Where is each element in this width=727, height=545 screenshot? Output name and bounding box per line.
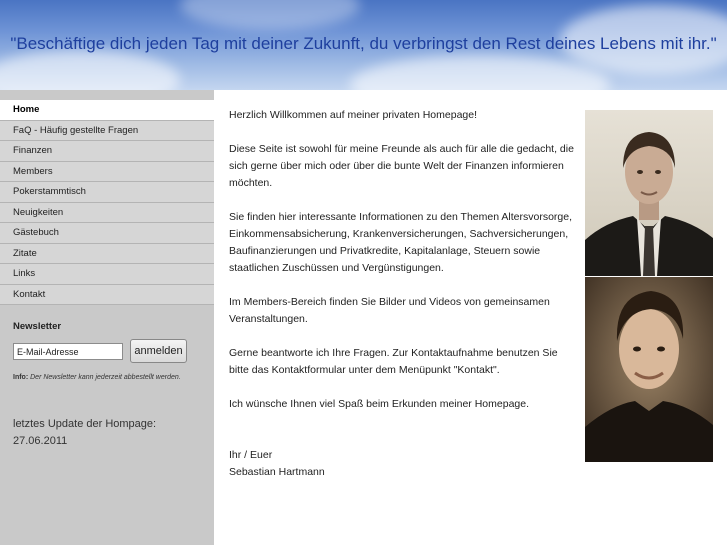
header-banner (0, 0, 727, 90)
nav-item-finanzen[interactable]: Finanzen (0, 141, 214, 162)
intro-paragraph: Diese Seite ist sowohl für meine Freunde als auch für alle die gedacht, die sich gerne über mich oder über die bunte Welt der Finanzen informieren möchten. (229, 143, 574, 189)
newsletter-info-label: Info: (13, 374, 29, 381)
last-update-date: 27.06.2011 (13, 435, 68, 447)
newsletter-info (13, 371, 193, 384)
nav-item-members[interactable]: Members (0, 162, 214, 183)
newsletter-title: Newsletter (13, 321, 62, 332)
nav-item-pokerstammtisch[interactable]: Pokerstammtisch (0, 182, 214, 203)
nav-item-zitate[interactable]: Zitate (0, 244, 214, 265)
newsletter-info-text: Der Newsletter kann jederzeit abbestellt werden. (30, 374, 181, 381)
signature-line-1: Ihr / Euer (229, 449, 273, 461)
contact-paragraph: Gerne beantworte ich Ihre Fragen. Zur Kontaktaufnahme benutzen Sie bitte das Kontaktformular unter dem Menüpunkt "Kontakt". (229, 347, 558, 376)
topics-paragraph: Sie finden hier interessante Informationen zu den Themen Altersvorsorge, Einkommensabsicherung, Krankenversicherungen, Sachversicherungen, Baufinanzierungen und Privatkredite, Kapitalanlage, Steuern sowie staatlichen Zuschüssen und Vergünstigungen. (229, 211, 573, 274)
last-update-label: letztes Update der Hompage: (13, 418, 157, 430)
nav-item-kontakt[interactable]: Kontakt (0, 285, 214, 306)
nav-item-gaestebuch[interactable]: Gästebuch (0, 223, 214, 244)
members-paragraph: Im Members-Bereich finden Sie Bilder und Videos von gemeinsamen Veranstaltungen. (229, 296, 550, 325)
nav-item-neuigkeiten[interactable]: Neuigkeiten (0, 203, 214, 224)
closing-paragraph: Ich wünsche Ihnen viel Spaß beim Erkunden meiner Homepage. (229, 398, 529, 410)
header-quote: "Beschäftige dich jeden Tag mit deiner Zukunft, du verbringst den Rest deines Lebens mit ihr." (10, 34, 717, 53)
newsletter-subscribe-button[interactable]: anmelden (130, 339, 187, 363)
last-update (13, 416, 156, 450)
nav-item-links[interactable]: Links (0, 264, 214, 285)
nav-item-faq[interactable]: FaQ - Häufig gestellte Fragen (0, 121, 214, 142)
portrait-photo-1 (585, 110, 713, 276)
portrait-photo-2 (585, 277, 713, 462)
signature-name: Sebastian Hartmann (229, 466, 325, 478)
newsletter-email-input[interactable] (13, 343, 123, 360)
main-content (229, 107, 574, 481)
nav-item-home[interactable]: Home (0, 100, 214, 121)
main-nav (0, 100, 214, 305)
welcome-text: Herzlich Willkommen auf meiner privaten Homepage! (229, 109, 478, 121)
